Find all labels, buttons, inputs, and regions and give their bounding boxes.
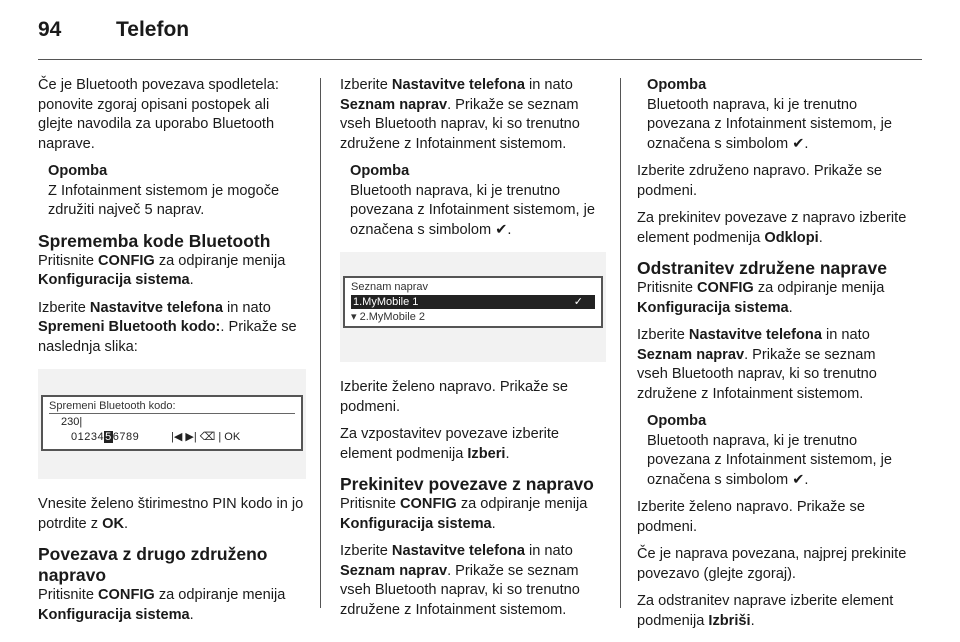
paragraph: Izberite Nastavitve telefona in nato Seznam naprav. Prikaže se seznam vseh Bluetooth naprav, ki so trenutno združene z Infotainment sistemom. xyxy=(340,543,580,618)
column-3 xyxy=(637,76,907,639)
paragraph: Za vzpostavitev povezave izberite element podmenija Izberi. xyxy=(340,426,560,462)
screenshot-device-list xyxy=(340,252,606,362)
section-heading: Sprememba kode Bluetooth xyxy=(38,230,271,251)
note-title: Opomba xyxy=(48,163,108,179)
device-list-item: ▾ 2.MyMobile 2 xyxy=(351,311,425,323)
note-text: Bluetooth naprava, ki je trenutno povezana z Infotainment sistemom, je označena s simbolom ✔. xyxy=(647,432,892,488)
paragraph: Pritisnite CONFIG za odpiranje menija Konfiguracija sistema. xyxy=(637,280,885,316)
note-title: Opomba xyxy=(647,77,707,93)
screen-title: Spremeni Bluetooth kodo: xyxy=(49,400,176,412)
note xyxy=(350,162,606,240)
note xyxy=(647,412,907,490)
paragraph: Pritisnite CONFIG za odpiranje menija Konfiguracija sistema. xyxy=(38,587,286,623)
paragraph: Pritisnite CONFIG za odpiranje menija Konfiguracija sistema. xyxy=(38,252,286,288)
pin-digit-selector: 0123456789 xyxy=(71,431,140,443)
selected-digit: 5 xyxy=(105,431,112,443)
column-1 xyxy=(38,76,306,633)
column-2 xyxy=(340,76,606,628)
screenshot-pin-entry xyxy=(38,369,306,479)
paragraph: Izberite želeno napravo. Prikaže se podmeni. xyxy=(637,499,865,535)
page-number: 94 xyxy=(38,18,62,41)
section-heading: Prekinitev povezave z napravo xyxy=(340,474,594,494)
paragraph: Pritisnite CONFIG za odpiranje menija Konfiguracija sistema. xyxy=(340,496,588,532)
page-title: Telefon xyxy=(116,18,190,41)
pin-controls: |◀ ▶| ⌫ | OK xyxy=(171,431,241,443)
section-heading: Odstranitev združene naprave xyxy=(637,258,887,278)
paragraph: Izberite Nastavitve telefona in nato Seznam naprav. Prikaže se seznam vseh Bluetooth naprav, ki so trenutno združene z Infotainment sistemom. xyxy=(637,327,877,402)
display-screen xyxy=(41,395,303,451)
column-divider-2 xyxy=(620,78,621,608)
paragraph: Izberite Nastavitve telefona in nato Spremeni Bluetooth kodo:. Prikaže se naslednja slika: xyxy=(38,299,297,355)
screen-title: Seznam naprav xyxy=(351,281,429,293)
note xyxy=(48,162,306,221)
paragraph: Za prekinitev povezave z napravo izberite element podmenija Odklopi. xyxy=(637,210,907,246)
paragraph: Za odstranitev naprave izberite element podmenija Izbriši. xyxy=(637,593,894,629)
device-list-item: 1.MyMobile 1 ✓ xyxy=(351,295,595,309)
note xyxy=(647,76,907,154)
paragraph: Če je naprava povezana, najprej prekinite povezavo (glejte zgoraj). xyxy=(637,546,907,582)
note-title: Opomba xyxy=(647,413,707,429)
section-heading: Povezava z drugo združeno napravo xyxy=(38,544,268,585)
check-icon: ✓ xyxy=(573,296,583,308)
header-rule xyxy=(38,59,922,60)
note-text: Bluetooth naprava, ki je trenutno povezana z Infotainment sistemom, je označena s simbolom ✔. xyxy=(647,96,892,152)
paragraph: Če je Bluetooth povezava spodletela: ponovite zgoraj opisani postopek ali glejte navodila za uporabo Bluetooth naprave. xyxy=(38,77,279,152)
paragraph: Vnesite želeno štirimestno PIN kodo in jo potrdite z OK. xyxy=(38,496,304,532)
note-text: Z Infotainment sistemom je mogoče združiti največ 5 naprav. xyxy=(48,182,280,218)
paragraph: Izberite želeno napravo. Prikaže se podmeni. xyxy=(340,379,568,415)
note-text: Bluetooth naprava, ki je trenutno povezana z Infotainment sistemom, je označena s simbolom ✔. xyxy=(350,182,595,238)
column-divider-1 xyxy=(320,78,321,608)
screen-rule xyxy=(49,413,295,414)
note-title: Opomba xyxy=(350,163,410,179)
pin-value: 230| xyxy=(61,416,83,428)
display-screen xyxy=(343,276,603,328)
paragraph: Izberite združeno napravo. Prikaže se podmeni. xyxy=(637,163,882,199)
paragraph: Izberite Nastavitve telefona in nato Seznam naprav. Prikaže se seznam vseh Bluetooth naprav, ki so trenutno združene z Infotainment sistemom. xyxy=(340,77,580,152)
